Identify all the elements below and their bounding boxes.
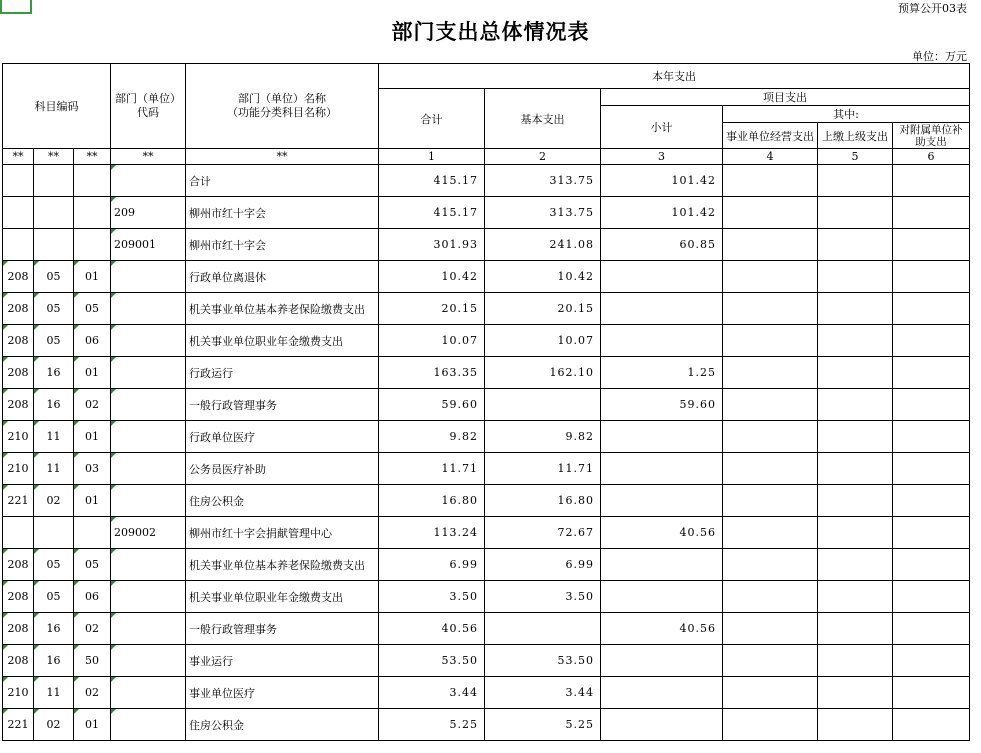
biz-cell [723, 709, 818, 741]
subsidy-cell [893, 613, 970, 645]
dept-code-cell [111, 357, 186, 389]
subsidy-cell [893, 485, 970, 517]
biz-cell [723, 325, 818, 357]
basic-cell [485, 613, 601, 645]
subject-class-cell: 210 [3, 421, 34, 453]
subsidy-cell [893, 581, 970, 613]
project-subtotal-cell [601, 581, 723, 613]
subject-item-cell: 06 [74, 581, 111, 613]
upper-cell [818, 389, 893, 421]
subject-item-cell: 03 [74, 453, 111, 485]
subsidy-cell [893, 453, 970, 485]
subsidy-cell [893, 517, 970, 549]
header-total: 合计 [379, 89, 485, 149]
dept-name-cell: 柳州市红十字会捐献管理中心 [186, 517, 379, 549]
subject-class-cell: 208 [3, 389, 34, 421]
dept-name-cell: 柳州市红十字会 [186, 229, 379, 261]
subject-item-cell [74, 165, 111, 197]
table-row [3, 581, 970, 613]
dept-code-cell [111, 645, 186, 677]
upper-cell [818, 645, 893, 677]
dept-name-cell: 事业运行 [186, 645, 379, 677]
table-row [3, 293, 970, 325]
subject-item-cell: 01 [74, 357, 111, 389]
table-row [3, 229, 970, 261]
dept-name-cell: 住房公积金 [186, 485, 379, 517]
subject-class-cell: 208 [3, 645, 34, 677]
subsidy-cell [893, 261, 970, 293]
basic-cell: 313.75 [485, 165, 601, 197]
project-subtotal-cell: 101.42 [601, 197, 723, 229]
stars-cell: ** [186, 149, 379, 165]
total-cell: 6.99 [379, 549, 485, 581]
biz-cell [723, 677, 818, 709]
table-row [3, 709, 970, 741]
biz-cell [723, 645, 818, 677]
dept-code-cell [111, 709, 186, 741]
header-dept-name-line1: 部门（单位）名称 [238, 92, 326, 105]
biz-cell [723, 549, 818, 581]
stars-cell: ** [74, 149, 111, 165]
biz-cell [723, 517, 818, 549]
col-number: 6 [893, 149, 970, 165]
project-subtotal-cell: 101.42 [601, 165, 723, 197]
col-number: 4 [723, 149, 818, 165]
basic-cell: 6.99 [485, 549, 601, 581]
subject-class-cell: 208 [3, 325, 34, 357]
header-dept-name [186, 64, 379, 149]
total-cell: 3.44 [379, 677, 485, 709]
subject-item-cell: 01 [74, 485, 111, 517]
dept-code-cell: 209002 [111, 517, 186, 549]
subject-class-cell: 208 [3, 261, 34, 293]
subject-section-cell: 16 [34, 357, 74, 389]
basic-cell: 72.67 [485, 517, 601, 549]
dept-name-cell: 机关事业单位职业年金缴费支出 [186, 325, 379, 357]
upper-cell [818, 581, 893, 613]
project-subtotal-cell [601, 485, 723, 517]
subsidy-cell [893, 293, 970, 325]
project-subtotal-cell [601, 261, 723, 293]
table-row [3, 197, 970, 229]
dept-code-cell [111, 293, 186, 325]
table-row [3, 485, 970, 517]
dept-name-cell: 住房公积金 [186, 709, 379, 741]
subject-item-cell: 01 [74, 421, 111, 453]
project-subtotal-cell: 60.85 [601, 229, 723, 261]
upper-cell [818, 549, 893, 581]
table-row [3, 613, 970, 645]
total-cell: 163.35 [379, 357, 485, 389]
table-row [3, 677, 970, 709]
basic-cell: 5.25 [485, 709, 601, 741]
dept-code-cell [111, 165, 186, 197]
project-subtotal-cell [601, 421, 723, 453]
subject-section-cell: 11 [34, 453, 74, 485]
dept-code-cell [111, 549, 186, 581]
biz-cell [723, 293, 818, 325]
subject-item-cell: 50 [74, 645, 111, 677]
basic-cell: 10.07 [485, 325, 601, 357]
subject-item-cell: 01 [74, 709, 111, 741]
upper-cell [818, 229, 893, 261]
subject-class-cell: 210 [3, 677, 34, 709]
col-number: 1 [379, 149, 485, 165]
subject-item-cell: 02 [74, 613, 111, 645]
header-dept-code: 部门（单位）代码 [111, 64, 186, 149]
project-subtotal-cell: 59.60 [601, 389, 723, 421]
upper-cell [818, 197, 893, 229]
subsidy-cell [893, 645, 970, 677]
subject-section-cell: 05 [34, 293, 74, 325]
dept-name-cell: 机关事业单位职业年金缴费支出 [186, 581, 379, 613]
upper-cell [818, 357, 893, 389]
subject-section-cell [34, 517, 74, 549]
biz-cell [723, 229, 818, 261]
stars-cell: ** [3, 149, 34, 165]
header-current-year: 本年支出 [379, 64, 970, 89]
header-among: 其中: [723, 106, 970, 123]
dept-code-cell [111, 453, 186, 485]
subject-class-cell: 210 [3, 453, 34, 485]
subject-section-cell [34, 197, 74, 229]
col-number: 5 [818, 149, 893, 165]
project-subtotal-cell [601, 453, 723, 485]
subject-item-cell: 02 [74, 389, 111, 421]
stars-cell: ** [34, 149, 74, 165]
table-row [3, 357, 970, 389]
total-cell: 415.17 [379, 165, 485, 197]
biz-cell [723, 453, 818, 485]
subject-item-cell: 06 [74, 325, 111, 357]
upper-cell [818, 485, 893, 517]
subsidy-cell [893, 165, 970, 197]
subsidy-cell [893, 549, 970, 581]
subject-class-cell: 221 [3, 709, 34, 741]
subject-item-cell [74, 229, 111, 261]
table-row [3, 453, 970, 485]
table-row [3, 517, 970, 549]
basic-cell: 9.82 [485, 421, 601, 453]
dept-name-cell: 一般行政管理事务 [186, 389, 379, 421]
header-dept-name-line2: （功能分类科目名称） [227, 106, 337, 119]
subject-section-cell: 02 [34, 709, 74, 741]
subject-item-cell: 02 [74, 677, 111, 709]
total-cell: 20.15 [379, 293, 485, 325]
dept-name-cell: 行政单位医疗 [186, 421, 379, 453]
basic-cell: 3.44 [485, 677, 601, 709]
subject-class-cell [3, 165, 34, 197]
project-subtotal-cell: 1.25 [601, 357, 723, 389]
basic-cell: 241.08 [485, 229, 601, 261]
subject-section-cell: 05 [34, 549, 74, 581]
basic-cell: 20.15 [485, 293, 601, 325]
upper-cell [818, 677, 893, 709]
table-row [3, 389, 970, 421]
total-cell: 3.50 [379, 581, 485, 613]
basic-cell: 313.75 [485, 197, 601, 229]
biz-cell [723, 197, 818, 229]
subject-item-cell [74, 197, 111, 229]
upper-cell [818, 613, 893, 645]
subsidy-cell [893, 229, 970, 261]
subject-section-cell [34, 229, 74, 261]
table-row [3, 645, 970, 677]
subject-section-cell: 05 [34, 581, 74, 613]
upper-cell [818, 421, 893, 453]
header-biz: 事业单位经营支出 [723, 123, 818, 149]
subject-class-cell: 208 [3, 293, 34, 325]
project-subtotal-cell [601, 325, 723, 357]
subject-section-cell: 11 [34, 677, 74, 709]
subject-class-cell: 208 [3, 357, 34, 389]
subject-section-cell: 11 [34, 421, 74, 453]
dept-code-cell [111, 613, 186, 645]
subject-section-cell: 02 [34, 485, 74, 517]
dept-code-cell [111, 389, 186, 421]
subject-class-cell [3, 197, 34, 229]
subsidy-cell [893, 197, 970, 229]
dept-name-cell: 机关事业单位基本养老保险缴费支出 [186, 549, 379, 581]
upper-cell [818, 325, 893, 357]
subject-section-cell: 16 [34, 389, 74, 421]
total-cell: 301.93 [379, 229, 485, 261]
dept-code-cell [111, 261, 186, 293]
biz-cell [723, 165, 818, 197]
dept-code-cell: 209001 [111, 229, 186, 261]
stars-cell: ** [111, 149, 186, 165]
table-row [3, 325, 970, 357]
subject-item-cell: 01 [74, 261, 111, 293]
subsidy-cell [893, 389, 970, 421]
basic-cell [485, 389, 601, 421]
project-subtotal-cell [601, 645, 723, 677]
project-subtotal-cell [601, 677, 723, 709]
project-subtotal-cell: 40.56 [601, 517, 723, 549]
table-row [3, 549, 970, 581]
biz-cell [723, 485, 818, 517]
col-number: 2 [485, 149, 601, 165]
subsidy-cell [893, 357, 970, 389]
header-basic: 基本支出 [485, 89, 601, 149]
upper-cell [818, 709, 893, 741]
subject-item-cell [74, 517, 111, 549]
total-cell: 113.24 [379, 517, 485, 549]
dept-code-cell: 209 [111, 197, 186, 229]
dept-name-cell: 行政运行 [186, 357, 379, 389]
header-subtotal: 小计 [601, 106, 723, 149]
biz-cell [723, 389, 818, 421]
subject-class-cell: 208 [3, 549, 34, 581]
table-row [3, 421, 970, 453]
total-cell: 16.80 [379, 485, 485, 517]
dept-name-cell: 行政单位离退休 [186, 261, 379, 293]
subject-item-cell: 05 [74, 293, 111, 325]
basic-cell: 53.50 [485, 645, 601, 677]
expenditure-table [2, 63, 970, 741]
upper-cell [818, 293, 893, 325]
header-subsidy: 对附属单位补助支出 [893, 123, 970, 149]
subsidy-cell [893, 325, 970, 357]
subject-section-cell [34, 165, 74, 197]
subject-class-cell: 221 [3, 485, 34, 517]
basic-cell: 10.42 [485, 261, 601, 293]
upper-cell [818, 261, 893, 293]
basic-cell: 16.80 [485, 485, 601, 517]
page-title: 部门支出总体情况表 [391, 20, 590, 44]
biz-cell [723, 581, 818, 613]
project-subtotal-cell [601, 709, 723, 741]
upper-cell [818, 517, 893, 549]
dept-code-cell [111, 677, 186, 709]
dept-name-cell: 柳州市红十字会 [186, 197, 379, 229]
header-project: 项目支出 [601, 89, 970, 106]
subject-section-cell: 05 [34, 261, 74, 293]
document-code: 预算公开03表 [898, 2, 967, 15]
project-subtotal-cell: 40.56 [601, 613, 723, 645]
dept-name-cell: 机关事业单位基本养老保险缴费支出 [186, 293, 379, 325]
subject-section-cell: 16 [34, 613, 74, 645]
project-subtotal-cell [601, 293, 723, 325]
basic-cell: 3.50 [485, 581, 601, 613]
subsidy-cell [893, 677, 970, 709]
header-subject-code: 科目编码 [3, 64, 111, 149]
subject-class-cell: 208 [3, 613, 34, 645]
subject-item-cell: 05 [74, 549, 111, 581]
table-row [3, 261, 970, 293]
total-cell: 53.50 [379, 645, 485, 677]
biz-cell [723, 613, 818, 645]
total-cell: 9.82 [379, 421, 485, 453]
subject-class-cell [3, 229, 34, 261]
biz-cell [723, 357, 818, 389]
unit-label: 单位：万元 [912, 50, 967, 63]
subsidy-cell [893, 421, 970, 453]
total-cell: 5.25 [379, 709, 485, 741]
dept-code-cell [111, 421, 186, 453]
col-number: 3 [601, 149, 723, 165]
basic-cell: 11.71 [485, 453, 601, 485]
project-subtotal-cell [601, 549, 723, 581]
total-cell: 415.17 [379, 197, 485, 229]
header-upper: 上缴上级支出 [818, 123, 893, 149]
total-cell: 10.42 [379, 261, 485, 293]
dept-code-cell [111, 581, 186, 613]
upper-cell [818, 453, 893, 485]
dept-code-cell [111, 325, 186, 357]
subject-section-cell: 16 [34, 645, 74, 677]
biz-cell [723, 421, 818, 453]
table-row [3, 165, 970, 197]
basic-cell: 162.10 [485, 357, 601, 389]
subject-section-cell: 05 [34, 325, 74, 357]
dept-name-cell: 事业单位医疗 [186, 677, 379, 709]
biz-cell [723, 261, 818, 293]
upper-cell [818, 165, 893, 197]
dept-name-cell: 合计 [186, 165, 379, 197]
subsidy-cell [893, 709, 970, 741]
total-cell: 59.60 [379, 389, 485, 421]
dept-name-cell: 一般行政管理事务 [186, 613, 379, 645]
subject-class-cell: 208 [3, 581, 34, 613]
subject-class-cell [3, 517, 34, 549]
selected-cell-indicator[interactable] [0, 0, 32, 14]
dept-code-cell [111, 485, 186, 517]
dept-name-cell: 公务员医疗补助 [186, 453, 379, 485]
total-cell: 10.07 [379, 325, 485, 357]
total-cell: 11.71 [379, 453, 485, 485]
total-cell: 40.56 [379, 613, 485, 645]
